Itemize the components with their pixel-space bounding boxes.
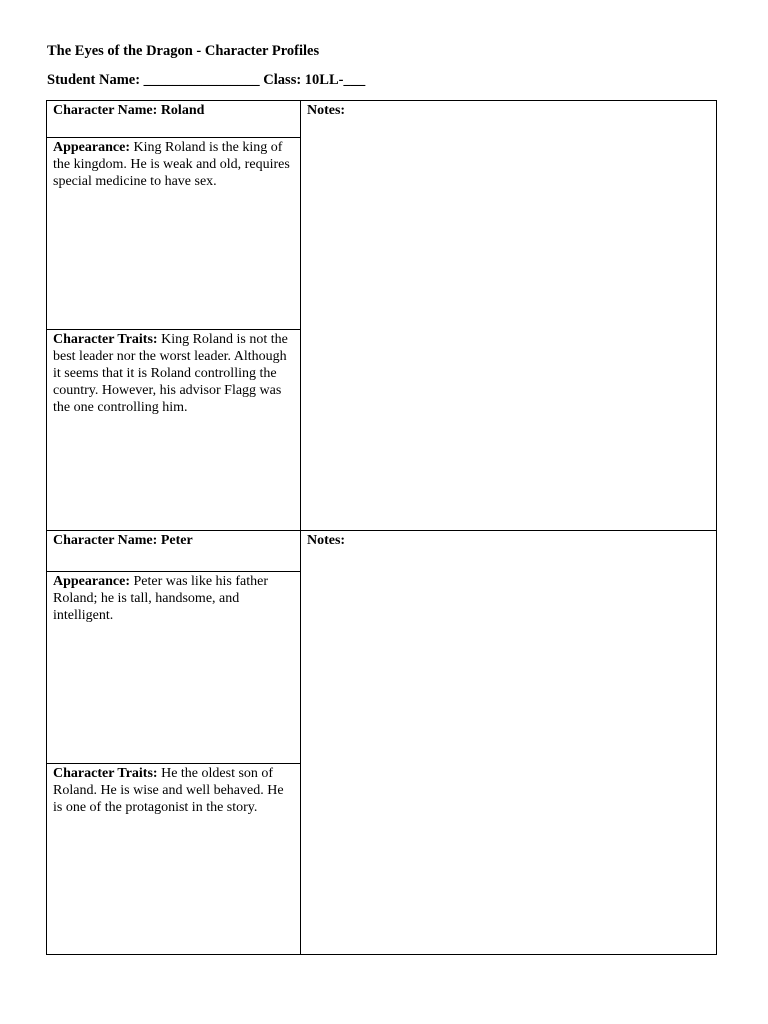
notes-cell[interactable] (301, 101, 716, 530)
character-traits-label: Character Traits: (53, 332, 158, 347)
character-name-cell (47, 531, 300, 571)
appearance-text: King Roland is the king of the kingdom. He is weak and old, requires special medicine to have sex. (53, 140, 290, 189)
character-traits-cell (47, 764, 300, 954)
appearance-text: Peter was like his father Roland; he is tall, handsome, and intelligent. (53, 574, 269, 623)
notes-label: Notes: (307, 103, 346, 118)
character-traits-cell (47, 330, 300, 530)
character-traits-label: Character Traits: (53, 766, 158, 781)
class-value: 10LL-___ (304, 72, 366, 88)
character-name-value: Peter (160, 533, 193, 548)
character-name-label: Character Name: (53, 533, 158, 548)
student-name-blank: ________________ (143, 72, 260, 88)
character-name-cell (47, 101, 300, 137)
character-name-label: Character Name: (53, 103, 158, 118)
character-name-value: Roland (160, 103, 205, 118)
document-title: The Eyes of the Dragon - Character Profiles (47, 43, 320, 59)
appearance-cell (47, 138, 300, 329)
student-info-line (47, 72, 365, 89)
student-name-label: Student Name: (47, 72, 141, 88)
character-traits-text: King Roland is not the best leader nor the worst leader. Although it seems that it is Roland controlling the country. However, his advisor Flagg was the one controlling him. (53, 332, 288, 415)
character-traits-text: He the oldest son of Roland. He is wise and well behaved. He is one of the protagonist in the story. (53, 766, 284, 815)
appearance-label: Appearance: (53, 140, 130, 155)
character-profile-table (46, 100, 717, 955)
notes-cell[interactable] (301, 531, 716, 954)
appearance-label: Appearance: (53, 574, 130, 589)
notes-label: Notes: (307, 533, 346, 548)
appearance-cell (47, 572, 300, 763)
class-label: Class: (263, 72, 302, 88)
